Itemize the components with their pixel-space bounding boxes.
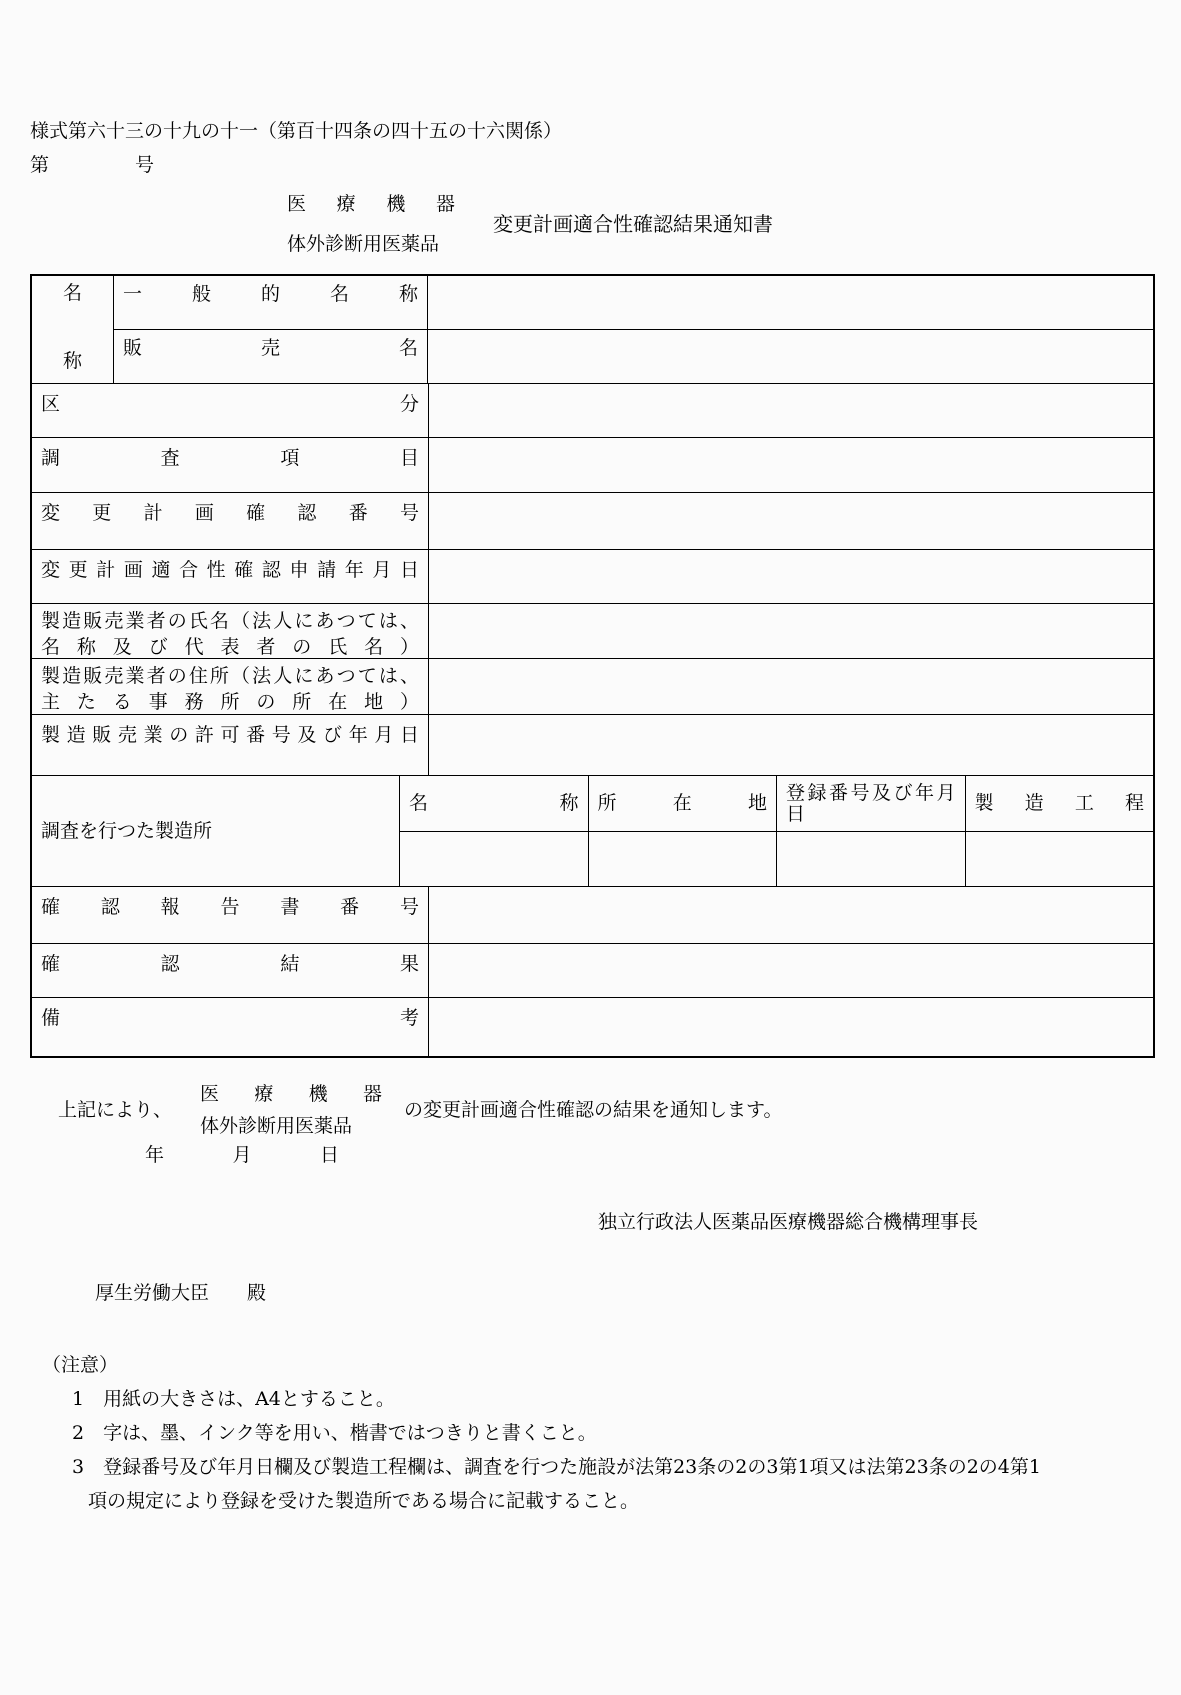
product-type-medical-device: 医療機器	[287, 193, 455, 215]
form-code-line: 様式第六十三の十九の十一（第百十四条の四十五の十六関係）	[30, 120, 563, 142]
row-category	[32, 384, 1153, 438]
result-value-cell	[429, 944, 1153, 997]
closing-product-type-medical-device: 医療機器	[200, 1083, 383, 1105]
application-date-label-text: 変更計画適合性確認申請年月日	[41, 559, 419, 581]
row-general-name	[114, 276, 1153, 330]
name-group-label-top: 名	[62, 282, 82, 304]
manufacturer-address-label-line2: 主たる事務所の所在地）	[41, 691, 419, 713]
license-label-text: 製造販売業の許可番号及び年月日	[41, 724, 419, 746]
factory-col-registration-header	[777, 776, 966, 831]
document-title	[287, 184, 773, 264]
license-value-cell	[429, 715, 1153, 775]
factory-subtable	[400, 776, 1153, 886]
remarks-label	[32, 998, 429, 1056]
manufacturer-address-label-line1: 製造販売業者の住所（法人にあつては、	[41, 665, 419, 687]
sales-name-label	[114, 330, 428, 383]
row-result	[32, 944, 1153, 998]
factory-col-location-header	[589, 776, 778, 831]
date-day-label: 日	[319, 1144, 339, 1166]
doc-number-line	[30, 155, 154, 176]
plan-confirm-number-value-cell	[429, 493, 1153, 549]
row-license	[32, 715, 1153, 776]
addressee-line: 厚生労働大臣 殿	[95, 1282, 267, 1304]
closing-product-type-stack	[200, 1078, 382, 1142]
row-manufacturer-address	[32, 659, 1153, 715]
sales-name-value-cell	[428, 330, 1153, 383]
result-label-text: 確認結果	[41, 953, 419, 975]
row-remarks	[32, 998, 1153, 1056]
row-sales-name	[114, 330, 1153, 383]
doc-number-blank	[49, 155, 135, 176]
manufacturer-address-label	[32, 659, 429, 714]
factory-col-process-header	[966, 776, 1154, 831]
factory-col-location-text: 所在地	[597, 792, 767, 814]
plan-confirm-number-label	[32, 493, 429, 549]
factory-label	[32, 776, 400, 886]
application-date-label	[32, 550, 429, 603]
manufacturer-name-label	[32, 604, 429, 658]
name-group-label	[32, 276, 114, 383]
factory-col-process-text: 製造工程	[974, 792, 1144, 814]
note-item-1: 1 用紙の大きさは、A4とすること。	[72, 1388, 395, 1410]
general-name-label	[114, 276, 428, 329]
product-type-ivd: 体外診断用医薬品	[287, 233, 440, 255]
factory-registration-value-cell	[777, 832, 966, 886]
notes-list	[40, 1389, 1130, 1512]
manufacturer-name-label-line1: 製造販売業者の氏名（法人にあつては、	[41, 610, 419, 632]
category-label-text: 区分	[41, 393, 419, 415]
note-item-3-line2: 項の規定により登録を受けた製造所である場合に記載すること。	[88, 1490, 640, 1512]
result-label	[32, 944, 429, 997]
category-label	[32, 384, 429, 437]
doc-number-suffix: 号	[135, 154, 155, 176]
row-plan-confirm-number	[32, 493, 1153, 550]
survey-item-label-text: 調査項目	[41, 447, 419, 469]
manufacturer-name-value-cell	[429, 604, 1153, 658]
application-date-value-cell	[429, 550, 1153, 603]
closing-product-type-ivd: 体外診断用医薬品	[200, 1115, 353, 1137]
general-name-value-cell	[428, 276, 1153, 329]
survey-item-label	[32, 438, 429, 492]
closing-suffix: の変更計画適合性確認の結果を通知します。	[404, 1098, 783, 1121]
report-number-label	[32, 887, 429, 943]
factory-label-text: 調査を行つた製造所	[41, 819, 213, 842]
row-factory	[32, 776, 1153, 887]
notes-heading: （注意）	[42, 1354, 119, 1376]
form-table	[30, 274, 1155, 1058]
closing-sentence	[58, 1078, 783, 1142]
name-group-label-bottom: 称	[62, 350, 82, 372]
factory-location-value-cell	[589, 832, 778, 886]
note-item-3-line1: 3 登録番号及び年月日欄及び製造工程欄は、調査を行つた施設が法第23条の2の3第1項又は法第23条の2の4第1	[72, 1456, 1041, 1478]
factory-value-row	[400, 832, 1153, 886]
factory-col-registration-text: 登録番号及び年月日	[786, 781, 956, 825]
license-label	[32, 715, 429, 775]
general-name-label-text: 一般的名称	[123, 283, 418, 305]
plan-confirm-number-label-text: 変更計画確認番号	[41, 502, 419, 524]
row-name-group	[32, 276, 1153, 384]
remarks-label-text: 備考	[41, 1007, 419, 1029]
category-value-cell	[429, 384, 1153, 437]
date-month-label: 月	[232, 1144, 252, 1166]
page-title: 変更計画適合性確認結果通知書	[493, 211, 773, 236]
row-manufacturer-name	[32, 604, 1153, 659]
doc-number-prefix: 第	[30, 154, 50, 176]
product-type-stack	[287, 184, 455, 264]
issuer-line: 独立行政法人医薬品医療機器総合機構理事長	[598, 1211, 979, 1233]
note-item-2: 2 字は、墨、インク等を用い、楷書ではつきりと書くこと。	[72, 1422, 597, 1444]
factory-col-name-text: 名称	[409, 792, 579, 814]
row-report-number	[32, 887, 1153, 944]
factory-name-value-cell	[400, 832, 589, 886]
survey-item-value-cell	[429, 438, 1153, 492]
closing-prefix: 上記により、	[58, 1098, 173, 1121]
report-number-label-text: 確認報告書番号	[41, 896, 419, 918]
row-application-date	[32, 550, 1153, 604]
factory-process-value-cell	[966, 832, 1154, 886]
remarks-value-cell	[429, 998, 1153, 1056]
factory-col-name-header	[400, 776, 589, 831]
sales-name-label-text: 販売名	[123, 337, 418, 359]
manufacturer-address-value-cell	[429, 659, 1153, 714]
factory-header-row	[400, 776, 1153, 832]
row-survey-item	[32, 438, 1153, 493]
date-line	[145, 1145, 339, 1166]
manufacturer-name-label-line2: 名称及び代表者の氏名）	[41, 636, 419, 658]
report-number-value-cell	[429, 887, 1153, 943]
date-year-label: 年	[145, 1144, 165, 1166]
